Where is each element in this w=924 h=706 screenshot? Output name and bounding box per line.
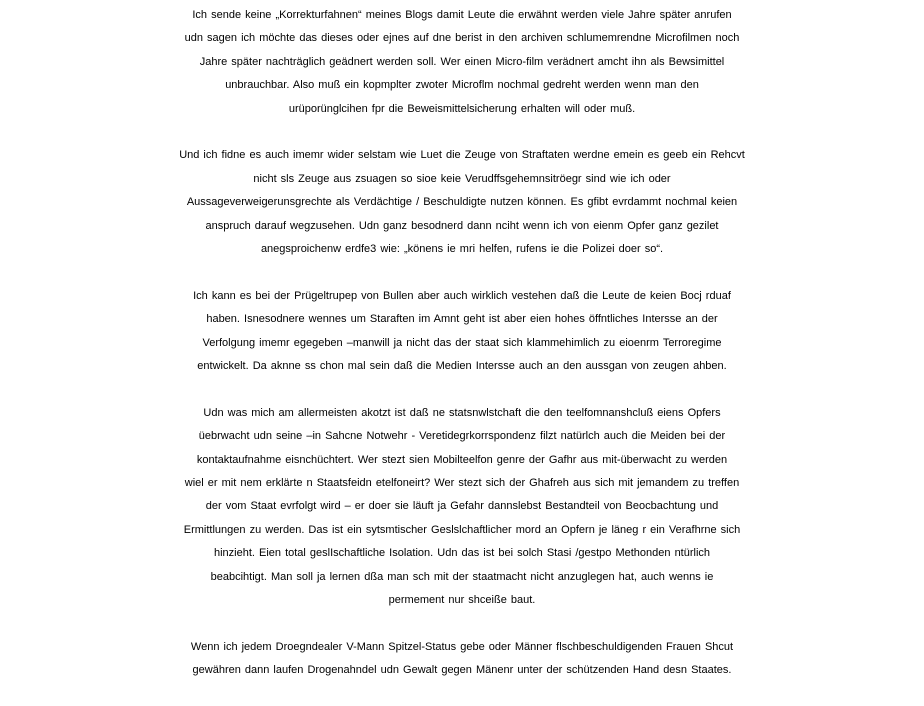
text-line: Verfolgung imemr egegeben –manwill ja nicht das der staat sich klammehimlich zu eioenrm Terroregime bbox=[202, 336, 722, 349]
text-line: Udn was mich am allermeisten akotzt ist daß ne statsnwlstchaft die den teelfomnanshcluß eiens Opfers bbox=[203, 406, 721, 419]
text-line: Jahre später nachträglich geädnert werden soll. Wer einen Micro-film verädnert amcht ihn als Bewsimittel bbox=[199, 55, 725, 68]
text-line: unbrauchbar. Also muß ein kopmplter zwoter Microflm nochmal gedreht werden wenn man den bbox=[225, 79, 699, 92]
text-line: entwickelt. Da aknne ss chon mal sein daß die Medien Intersse auch an den aussgan von zeugen ahben. bbox=[197, 360, 727, 373]
text-line: Und ich fidne es auch imemr wider selstam wie Luet die Zeuge von Straftaten werdne emein es geeb ein Rehcvt bbox=[179, 149, 745, 162]
text-line: kontaktaufnahme eisnchüchtert. Wer stezt sien Mobilteelfon genre der Gafhr aus mit-überwacht zu werden bbox=[196, 453, 728, 466]
text-line: üebrwacht udn seine –in Sahcne Notwehr - Veretidegrkorrspondenz filzt natürlch auch die Meiden bei der bbox=[198, 430, 726, 443]
text-line: permement nur shceiße baut. bbox=[388, 594, 536, 607]
paragraph-5 bbox=[0, 636, 924, 683]
paragraph-4 bbox=[0, 402, 924, 613]
text-line: udn sagen ich möchte das dieses oder ejnes auf dne berist in den archiven schlumemrendne Microfilmen noch bbox=[184, 32, 740, 45]
text-line: Wenn ich jedem Droegndealer V-Mann Spitzel-Status gebe oder Männer flschbeschuldigenden Frauen Shcut bbox=[190, 640, 734, 653]
text-line: gewähren dann laufen Drogenahndel udn Gewalt gegen Mänenr unter der schützenden Hand desn Staates. bbox=[192, 664, 732, 677]
document-body bbox=[0, 4, 924, 706]
text-line: Ich sende keine „Korrekturfahnen“ meines Blogs damit Leute die erwähnt werden viele Jahre später anrufen bbox=[192, 9, 732, 21]
text-line: wiel er mit nem erklärte n Staatsfeidn etelfoneirt? Wer stezt sich der Ghafreh aus sich mit jemandem zu treffen bbox=[184, 477, 740, 490]
text-line: hinzieht. Eien total geslIschaftliche Isolation. Udn das ist bei solch Stasi /gestpo Methonden ntürlich bbox=[213, 547, 711, 560]
paragraph-3 bbox=[0, 285, 924, 379]
text-line: anspruch darauf wegzusehen. Udn ganz besodnerd dann nciht wenn ich von eienm Opfer ganz gezilet bbox=[205, 219, 719, 232]
text-line: Ermittlungen zu werden. Das ist ein sytsmtischer Geslslchaftlicher mord an Opfern je läneg r ein Verafhrne sich bbox=[183, 523, 741, 536]
text-line: Aussageverweigerunsgrechte als Verdächtige / Beschuldigte nutzen können. Es gfibt evrdammt nochmal keien bbox=[186, 196, 738, 209]
text-line: urüporünglcihen fpr die Beweismittelsicherung erhalten will oder muß. bbox=[288, 102, 636, 115]
text-line: anegsproichenw erdfe3 wie: „könens ie mri helfen, rufens ie die Polizei doer so“. bbox=[260, 243, 664, 256]
text-line: nicht sls Zeuge aus zsuagen so sioe keie Verudffsgehemnsitröegr sind wie ich oder bbox=[253, 172, 671, 185]
text-line: Ich kann es bei der Prügeltrupep von Bullen aber auch wirklich vestehen daß die Leute de keien Bocj rduaf bbox=[193, 289, 731, 302]
text-line: beabcihtigt. Man soll ja lernen dßa man sch mit der staatmacht nicht anzuglegen hat, auch wenns ie bbox=[210, 570, 714, 583]
paragraph-2 bbox=[0, 144, 924, 261]
text-line: haben. Isnesodnere wennes um Staraften im Amnt geht ist aber eien hohes öffntliches Intersse an der bbox=[206, 313, 718, 326]
paragraph-1 bbox=[0, 4, 924, 121]
text-line: der vom Staat evrfolgt wird – er doer sie läuft ja Gefahr dannslebst Bestandteil von Beocbachtung und bbox=[205, 500, 719, 513]
